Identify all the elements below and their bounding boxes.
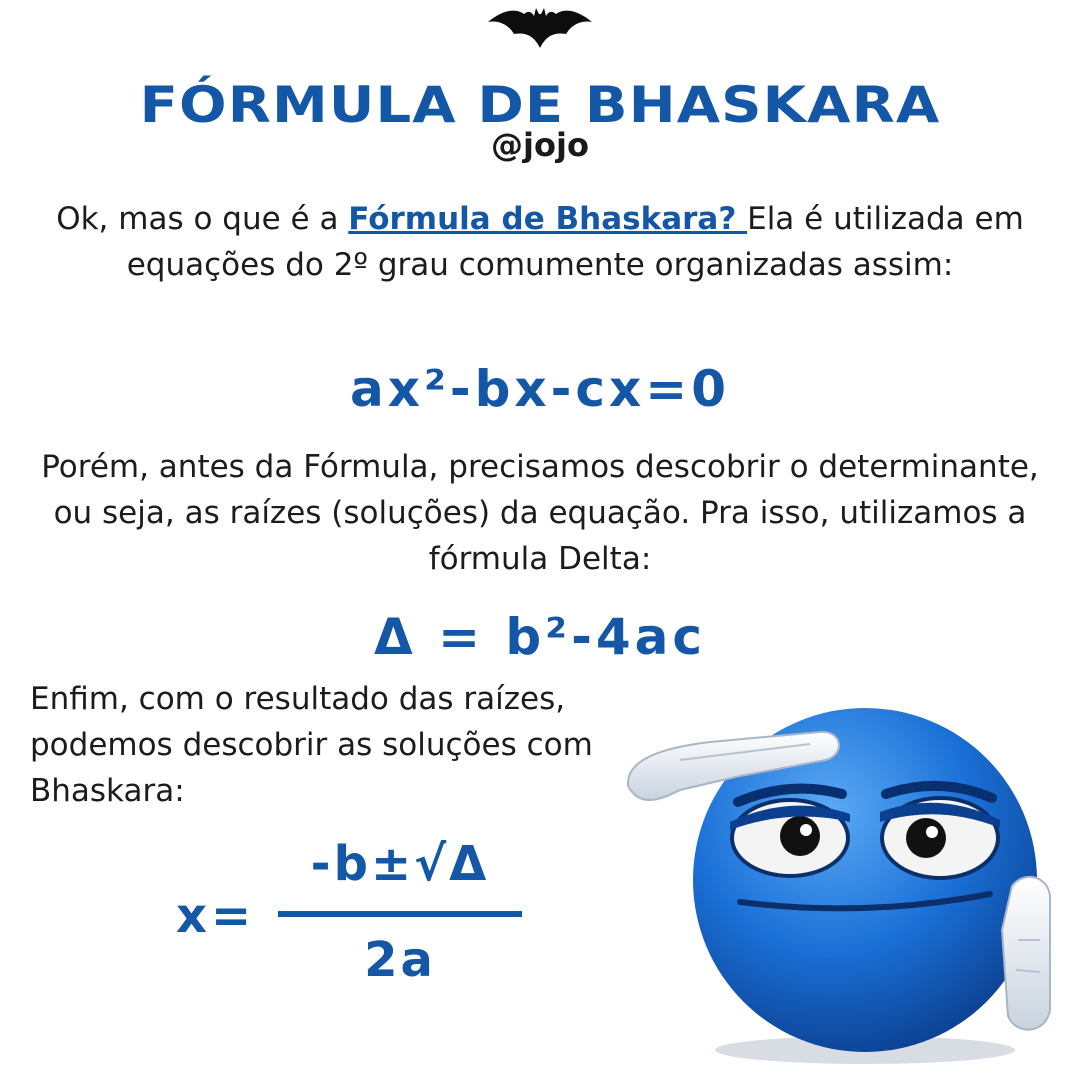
delta-paragraph: Porém, antes da Fórmula, precisamos descobrir o determinante, ou seja, as raízes (soluções) da equação. Pra isso, utilizamos a fórmula Delta: — [41, 449, 1039, 577]
page-title: FÓRMULA DE BHASKARA — [139, 76, 941, 134]
delta-formula: Δ = b²-4ac — [373, 608, 707, 666]
final-paragraph: Enfim, com o resultado das raízes, podemos descobrir as soluções com Bhaskara: — [30, 681, 593, 809]
bhaskara-denominator: 2a — [364, 932, 436, 988]
general-equation: ax²-bx-cx=0 — [349, 360, 730, 418]
intro-prefix: Ok, mas o que é a — [56, 201, 349, 237]
bhaskara-lhs: x= — [176, 888, 256, 944]
bhaskara-link[interactable]: Fórmula de Bhaskara? — [348, 201, 748, 237]
fraction-bar — [278, 911, 522, 917]
saluting-emoji-icon — [620, 690, 1070, 1070]
bat-icon — [488, 2, 592, 50]
bhaskara-numerator: -b±√Δ — [310, 836, 490, 892]
author-handle: @jojo — [491, 126, 589, 164]
intro-paragraph — [40, 196, 1040, 288]
intro-suffix: Ela é utilizada em equações do 2º grau comumente organizadas assim: — [126, 201, 1024, 283]
